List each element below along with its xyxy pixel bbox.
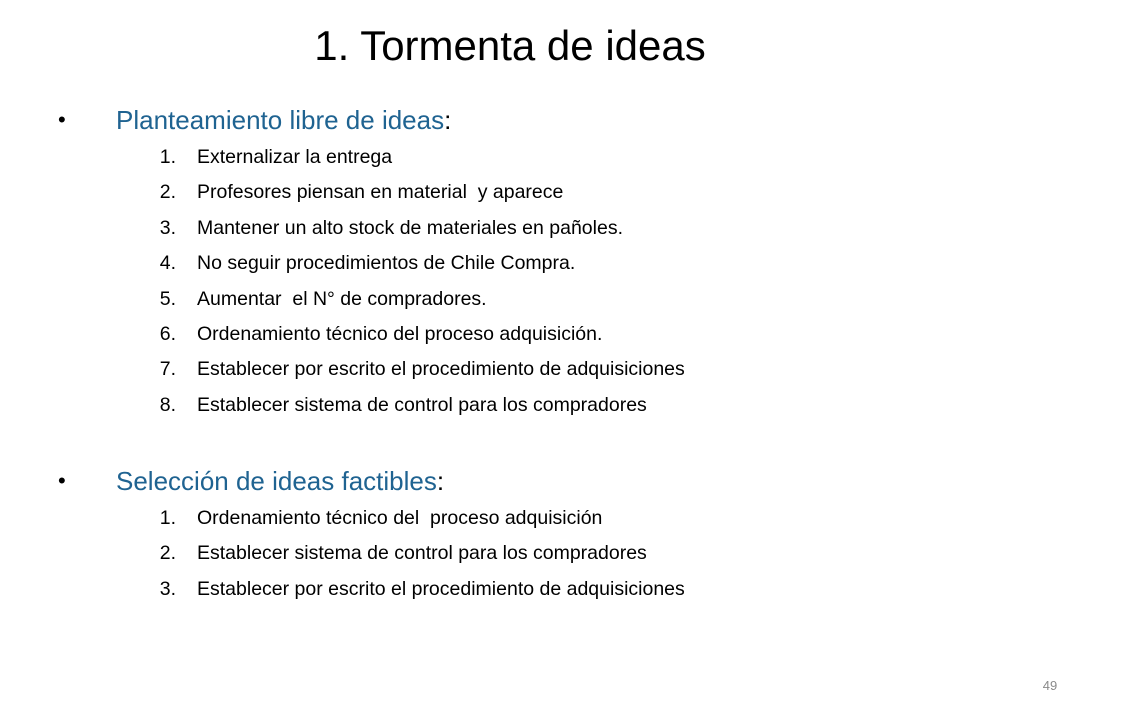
item-text: Establecer por escrito el procedimiento de adquisiciones bbox=[197, 358, 685, 381]
item-text: Aumentar el N° de compradores. bbox=[197, 287, 487, 310]
section-feasible-ideas bbox=[0, 461, 1141, 607]
list-item bbox=[0, 388, 1141, 423]
item-text: Establecer sistema de control para los compradores bbox=[197, 542, 647, 565]
section-heading-text: Planteamiento libre de ideas bbox=[116, 105, 445, 135]
item-number: 8. bbox=[159, 393, 176, 416]
item-number: 3. bbox=[159, 216, 176, 239]
item-number: 1. bbox=[159, 507, 176, 529]
item-number: 2. bbox=[159, 181, 176, 204]
item-number: 5. bbox=[159, 287, 176, 310]
item-number: 2. bbox=[159, 542, 176, 565]
item-text: No seguir procedimientos de Chile Compra. bbox=[197, 252, 576, 275]
list-item bbox=[0, 352, 1141, 387]
item-text: Establecer sistema de control para los compradores bbox=[197, 393, 647, 416]
item-text: Establecer por escrito el procedimiento de adquisiciones bbox=[197, 577, 685, 600]
item-text: Mantener un alto stock de materiales en pañoles. bbox=[197, 216, 624, 239]
bullet-icon: • bbox=[58, 107, 66, 132]
item-text: Profesores piensan en material y aparece bbox=[197, 181, 564, 204]
list-item bbox=[0, 317, 1141, 352]
page-number: 49 bbox=[1042, 678, 1058, 693]
idea-list bbox=[0, 140, 1141, 423]
list-item bbox=[0, 572, 1141, 607]
item-number: 4. bbox=[159, 252, 176, 275]
list-item bbox=[0, 211, 1141, 246]
list-item bbox=[0, 536, 1141, 571]
item-text: Ordenamiento técnico del proceso adquisición. bbox=[197, 322, 603, 345]
section-heading-colon: : bbox=[444, 105, 452, 135]
item-text: Externalizar la entrega bbox=[197, 146, 393, 168]
item-number: 7. bbox=[159, 358, 176, 381]
slide-title: 1. Tormenta de ideas bbox=[314, 22, 706, 69]
section-heading bbox=[116, 100, 451, 140]
list-item bbox=[0, 140, 1141, 175]
section-heading-row bbox=[0, 100, 1141, 140]
item-text: Ordenamiento técnico del proceso adquisición bbox=[197, 507, 603, 529]
section-heading-row bbox=[0, 461, 1141, 501]
section-heading bbox=[116, 461, 444, 501]
list-item bbox=[0, 282, 1141, 317]
item-number: 1. bbox=[159, 146, 176, 168]
idea-list bbox=[0, 501, 1141, 607]
section-free-ideas bbox=[0, 100, 1141, 423]
list-item bbox=[0, 501, 1141, 536]
item-number: 3. bbox=[159, 577, 176, 600]
item-number: 6. bbox=[159, 322, 176, 345]
section-heading-colon: : bbox=[436, 466, 445, 496]
section-heading-text: Selección de ideas factibles bbox=[116, 466, 437, 496]
bullet-icon: • bbox=[58, 468, 66, 493]
list-item bbox=[0, 175, 1141, 210]
list-item bbox=[0, 246, 1141, 281]
